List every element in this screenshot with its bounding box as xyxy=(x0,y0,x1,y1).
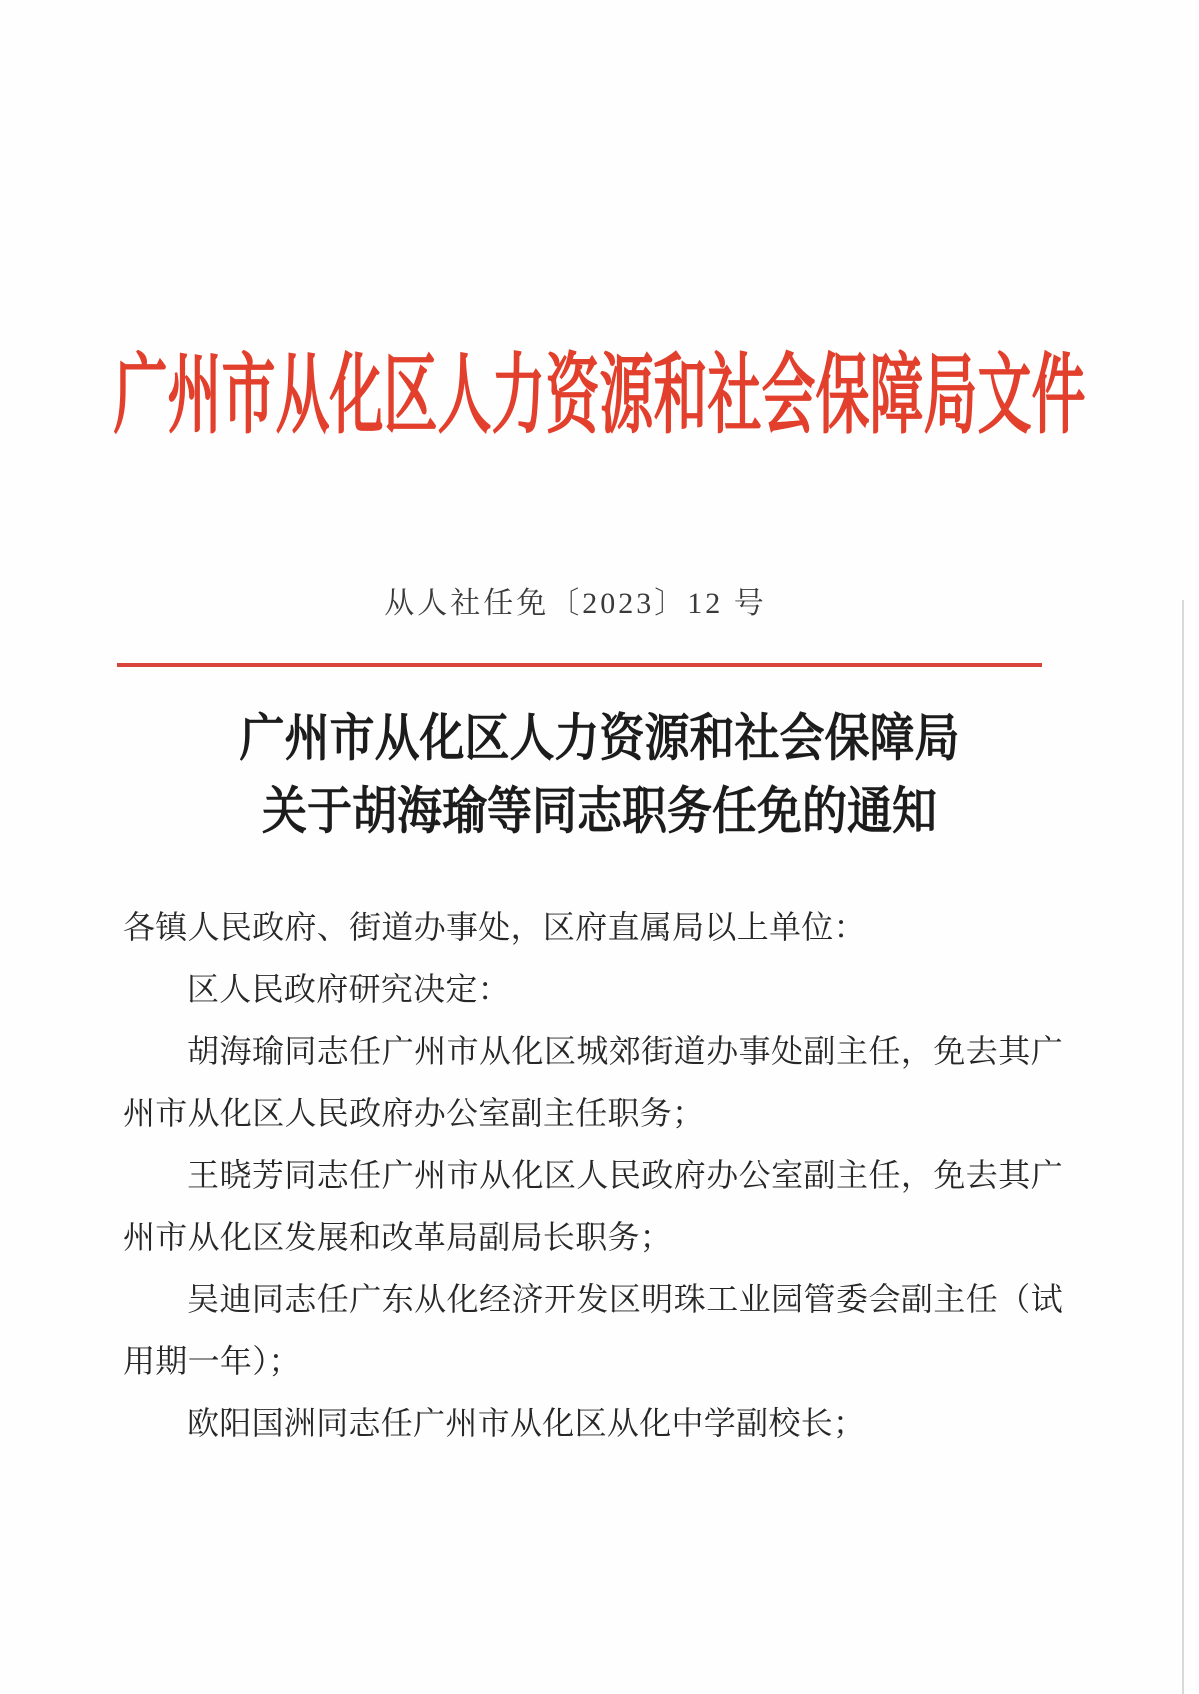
red-header-title: 广州市从化区人力资源和社会保障局文件 xyxy=(113,347,1086,445)
red-divider-line xyxy=(117,663,1042,667)
document-number: 从人社任免〔2023〕12 号 xyxy=(384,587,767,620)
body-paragraph: 吴迪同志任广东从化经济开发区明珠工业园管委会副主任（试用期一年）； xyxy=(123,1281,1063,1379)
document-body xyxy=(123,896,1063,1454)
body-paragraph: 王晓芳同志任广州市从化区人民政府办公室副主任，免去其广州市从化区发展和改革局副局长职务； xyxy=(123,1157,1063,1255)
notice-title-line2: 关于胡海瑜等同志职务任免的通知 xyxy=(261,782,937,840)
body-paragraph: 欧阳国洲同志任广州市从化区从化中学副校长； xyxy=(187,1405,866,1441)
salutation-line: 各镇人民政府、街道办事处，区府直属局以上单位： xyxy=(123,909,866,945)
body-paragraph: 区人民政府研究决定： xyxy=(187,971,511,1007)
notice-title xyxy=(0,702,1199,848)
body-paragraph: 胡海瑜同志任广州市从化区城郊街道办事处副主任，免去其广州市从化区人民政府办公室副主任职务； xyxy=(123,1033,1063,1131)
notice-title-line1: 广州市从化区人力资源和社会保障局 xyxy=(239,709,960,767)
